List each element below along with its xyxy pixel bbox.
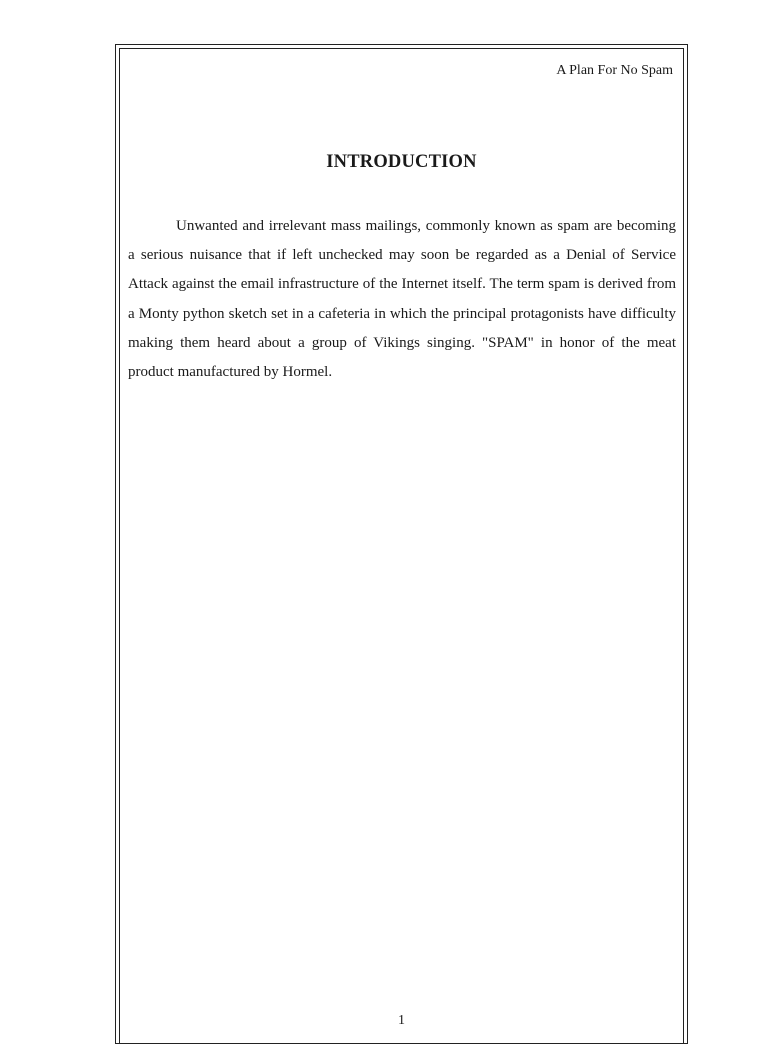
body-paragraph: Unwanted and irrelevant mass mailings, commonly known as spam are becoming a serious nuisance that if left unchecked may soon be regarded as a Denial of Service Attack against the email infrastructure of the Internet itself. The term spam is derived from a Monty python sketch set in a cafeteria in which the principal protagonists have difficulty making them heard about a group of Vikings singing. "SPAM" in honor of the meat product manufactured by Hormel. [128, 218, 676, 381]
page-number: 1 [398, 1013, 405, 1028]
section-title: INTRODUCTION [326, 152, 477, 172]
page-border-inner [119, 48, 684, 1043]
running-header: A Plan For No Spam [556, 63, 673, 78]
page-border-outer [115, 44, 688, 1044]
